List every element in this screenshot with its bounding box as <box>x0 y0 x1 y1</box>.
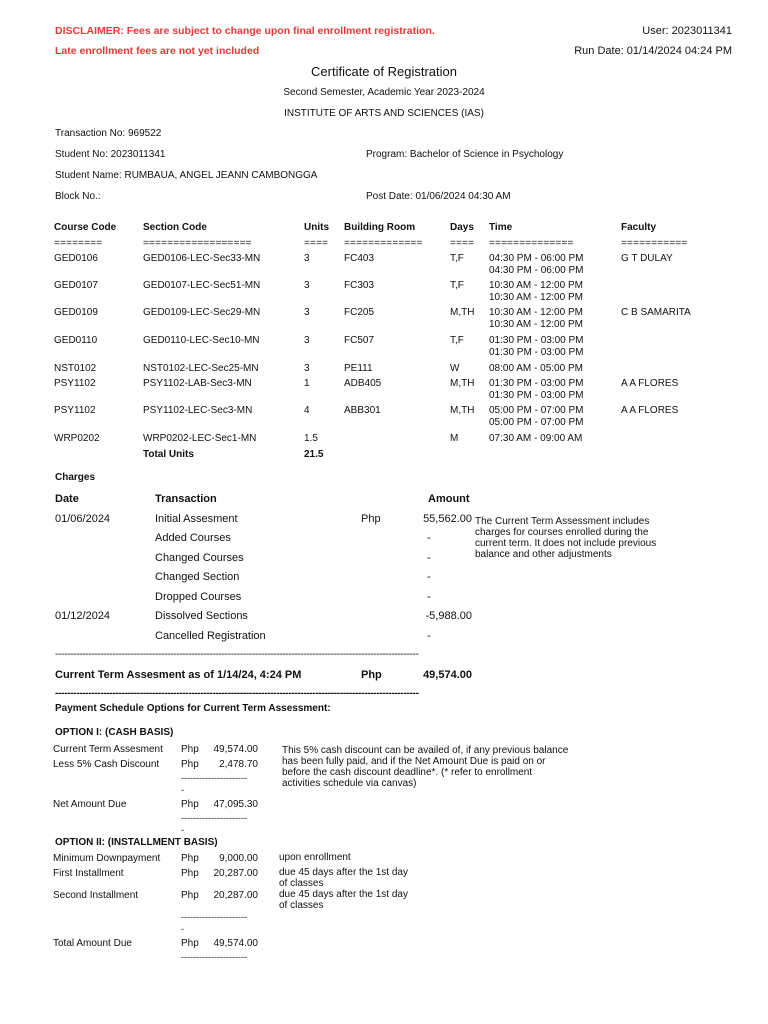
charges-title: Charges <box>55 472 96 483</box>
institute: INSTITUTE OF ARTS AND SCIENCES (IAS) <box>284 108 484 119</box>
days: W <box>450 363 460 374</box>
course-code: PSY1102 <box>54 405 96 416</box>
room: FC303 <box>344 280 375 291</box>
option1-label: Less 5% Cash Discount <box>53 759 160 770</box>
days: M,TH <box>450 378 475 389</box>
subtotal-line-tail: - <box>181 924 184 934</box>
option2-note: due 45 days after the 1st day of classes <box>279 889 408 911</box>
time: 10:30 AM - 12:00 PM <box>489 319 583 330</box>
units: 3 <box>304 280 310 291</box>
option1-title: OPTION I: (CASH BASIS) <box>55 727 174 738</box>
run-date: Run Date: 01/14/2024 04:24 PM <box>574 45 732 57</box>
block-no: Block No.: <box>55 191 101 202</box>
subtotal-line: ---------------------- <box>181 952 247 962</box>
col-underline: ============= <box>344 238 423 249</box>
charge-transaction: Changed Courses <box>155 552 244 564</box>
room: ADB405 <box>344 378 382 389</box>
charge-amount: 55,562.00 <box>423 513 472 525</box>
page-title: Certificate of Registration <box>311 64 457 79</box>
charge-currency: Php <box>361 513 381 525</box>
course-code: GED0110 <box>54 335 98 346</box>
days: M,TH <box>450 405 475 416</box>
faculty: A A FLORES <box>621 378 679 389</box>
col-underline: ==== <box>450 238 475 249</box>
course-code: GED0107 <box>54 280 98 291</box>
total-units-value: 21.5 <box>304 449 324 460</box>
charge-transaction: Cancelled Registration <box>155 630 266 642</box>
time: 01:30 PM - 03:00 PM <box>489 335 584 346</box>
time: 05:00 PM - 07:00 PM <box>489 405 584 416</box>
charge-transaction: Dissolved Sections <box>155 610 248 622</box>
section-code: GED0107-LEC-Sec51-MN <box>143 280 261 291</box>
charge-date: 01/06/2024 <box>55 513 111 525</box>
days: M <box>450 433 459 444</box>
subtotal-line-tail: - <box>181 785 184 795</box>
col-faculty: Faculty <box>621 222 657 233</box>
option2-amount: 20,287.00 <box>213 868 258 879</box>
section-code: WRP0202-LEC-Sec1-MN <box>143 433 257 444</box>
option1-label: Current Term Assesment <box>53 744 163 755</box>
charge-transaction: Added Courses <box>155 532 231 544</box>
option1-amount: 47,095.30 <box>213 799 258 810</box>
section-code: PSY1102-LAB-Sec3-MN <box>143 378 252 389</box>
time: 10:30 AM - 12:00 PM <box>489 307 583 318</box>
time: 01:30 PM - 03:00 PM <box>489 378 584 389</box>
section-code: GED0109-LEC-Sec29-MN <box>143 307 261 318</box>
subtotal-line: ---------------------- <box>181 813 247 823</box>
section-code: PSY1102-LEC-Sec3-MN <box>143 405 253 416</box>
charges-col-amount: Amount <box>428 493 470 505</box>
option2-amount: 9,000.00 <box>219 853 258 864</box>
days: T,F <box>450 253 464 264</box>
charge-transaction: Initial Assesment <box>155 513 238 525</box>
option2-label: Minimum Downpayment <box>53 853 161 864</box>
user-id: User: 2023011341 <box>642 25 732 37</box>
student-name: Student Name: RUMBAUA, ANGEL JEANN CAMBONGGA <box>55 170 318 181</box>
col-underline: ============== <box>489 238 574 249</box>
option2-label: Total Amount Due <box>53 938 132 949</box>
time: 01:30 PM - 03:00 PM <box>489 390 584 401</box>
col-underline: ==== <box>304 238 329 249</box>
faculty: A A FLORES <box>621 405 679 416</box>
option2-amount: 49,574.00 <box>213 938 258 949</box>
course-code: PSY1102 <box>54 378 96 389</box>
option2-amount: 20,287.00 <box>213 890 258 901</box>
col-building-room: Building Room <box>344 222 416 233</box>
option2-note: upon enrollment <box>279 852 351 863</box>
col-units: Units <box>304 222 329 233</box>
col-section-code: Section Code <box>143 222 207 233</box>
time: 10:30 AM - 12:00 PM <box>489 292 583 303</box>
time: 07:30 AM - 09:00 AM <box>489 433 583 444</box>
course-code: WRP0202 <box>54 433 100 444</box>
option1-currency: Php <box>181 759 199 770</box>
col-underline: ======== <box>54 238 103 249</box>
days: T,F <box>450 335 464 346</box>
option2-label: Second Installment <box>53 890 139 901</box>
disclaimer-line-2: Late enrollment fees are not yet included <box>55 45 260 57</box>
col-underline: =========== <box>621 238 688 249</box>
option2-currency: Php <box>181 890 199 901</box>
col-course-code: Course Code <box>54 222 117 233</box>
option2-currency: Php <box>181 853 199 864</box>
separator-line: ------------------------------------------------------------------------------------------------------------------------ <box>55 688 419 699</box>
faculty: G T DULAY <box>621 253 673 264</box>
course-code: GED0109 <box>54 307 98 318</box>
charge-transaction: Changed Section <box>155 571 240 583</box>
units: 3 <box>304 335 310 346</box>
current-term-label: Current Term Assesment as of 1/14/24, 4:24 PM <box>55 669 302 681</box>
option2-title: OPTION II: (INSTALLMENT BASIS) <box>55 837 218 848</box>
col-days: Days <box>450 222 474 233</box>
option2-label: First Installment <box>53 868 124 879</box>
charges-col-transaction: Transaction <box>155 493 217 505</box>
disclaimer-line-1: DISCLAIMER: Fees are subject to change upon final enrollment registration. <box>55 25 435 37</box>
semester: Second Semester, Academic Year 2023-2024 <box>283 87 485 98</box>
charge-amount: - <box>427 571 431 583</box>
room: ABB301 <box>344 405 381 416</box>
room: FC403 <box>344 253 375 264</box>
subtotal-line-tail: - <box>181 825 184 835</box>
room: PE111 <box>344 363 373 374</box>
time: 04:30 PM - 06:00 PM <box>489 265 584 276</box>
room: FC205 <box>344 307 375 318</box>
units: 4 <box>304 405 310 416</box>
course-code: GED0106 <box>54 253 98 264</box>
time: 04:30 PM - 06:00 PM <box>489 253 584 264</box>
charge-amount: -5,988.00 <box>425 610 472 622</box>
subtotal-line: ---------------------- <box>181 773 247 783</box>
faculty: C B SAMARITA <box>621 307 691 318</box>
units: 1.5 <box>304 433 318 444</box>
room: FC507 <box>344 335 375 346</box>
subtotal-line: ---------------------- <box>181 912 247 922</box>
charges-col-date: Date <box>55 493 79 505</box>
days: M,TH <box>450 307 475 318</box>
units: 3 <box>304 253 310 264</box>
payment-title: Payment Schedule Options for Current Term Assessment: <box>55 703 331 714</box>
charges-note: The Current Term Assessment includes charges for courses enrolled during the current term. It does not include previous balance and other adjustments <box>475 516 657 560</box>
charge-amount: - <box>427 630 431 642</box>
charge-amount: - <box>427 591 431 603</box>
charge-date: 01/12/2024 <box>55 610 111 622</box>
col-time: Time <box>489 222 513 233</box>
time: 10:30 AM - 12:00 PM <box>489 280 583 291</box>
section-code: GED0110-LEC-Sec10-MN <box>143 335 260 346</box>
option1-label: Net Amount Due <box>53 799 127 810</box>
total-units-label: Total Units <box>143 449 194 460</box>
option1-amount: 49,574.00 <box>213 744 258 755</box>
student-no: Student No: 2023011341 <box>55 149 166 160</box>
current-term-currency: Php <box>361 669 382 681</box>
section-code: GED0106-LEC-Sec33-MN <box>143 253 261 264</box>
option1-amount: 2,478.70 <box>219 759 258 770</box>
option2-note: due 45 days after the 1st day of classes <box>279 867 408 889</box>
time: 01:30 PM - 03:00 PM <box>489 347 584 358</box>
charge-amount: - <box>427 532 431 544</box>
units: 1 <box>304 378 310 389</box>
days: T,F <box>450 280 464 291</box>
current-term-amount: 49,574.00 <box>423 669 472 681</box>
time: 08:00 AM - 05:00 PM <box>489 363 583 374</box>
program: Program: Bachelor of Science in Psychology <box>366 149 564 160</box>
time: 05:00 PM - 07:00 PM <box>489 417 584 428</box>
section-code: NST0102-LEC-Sec25-MN <box>143 363 259 374</box>
option1-note: This 5% cash discount can be availed of, if any previous balance has been fully paid, and if the Net Amount Due is paid on or before the cash discount deadline*. (* refer to enrollment activities schedule via canvas) <box>282 745 569 789</box>
charge-transaction: Dropped Courses <box>155 591 242 603</box>
charge-amount: - <box>427 552 431 564</box>
transaction-no: Transaction No: 969522 <box>55 128 162 139</box>
option1-currency: Php <box>181 799 199 810</box>
post-date: Post Date: 01/06/2024 04:30 AM <box>366 191 511 202</box>
option1-currency: Php <box>181 744 199 755</box>
col-underline: ================== <box>143 238 252 249</box>
option2-currency: Php <box>181 938 199 949</box>
units: 3 <box>304 307 310 318</box>
units: 3 <box>304 363 310 374</box>
course-code: NST0102 <box>54 363 97 374</box>
separator-line: ------------------------------------------------------------------------------------------------------------------------ <box>55 649 419 660</box>
option2-currency: Php <box>181 868 199 879</box>
